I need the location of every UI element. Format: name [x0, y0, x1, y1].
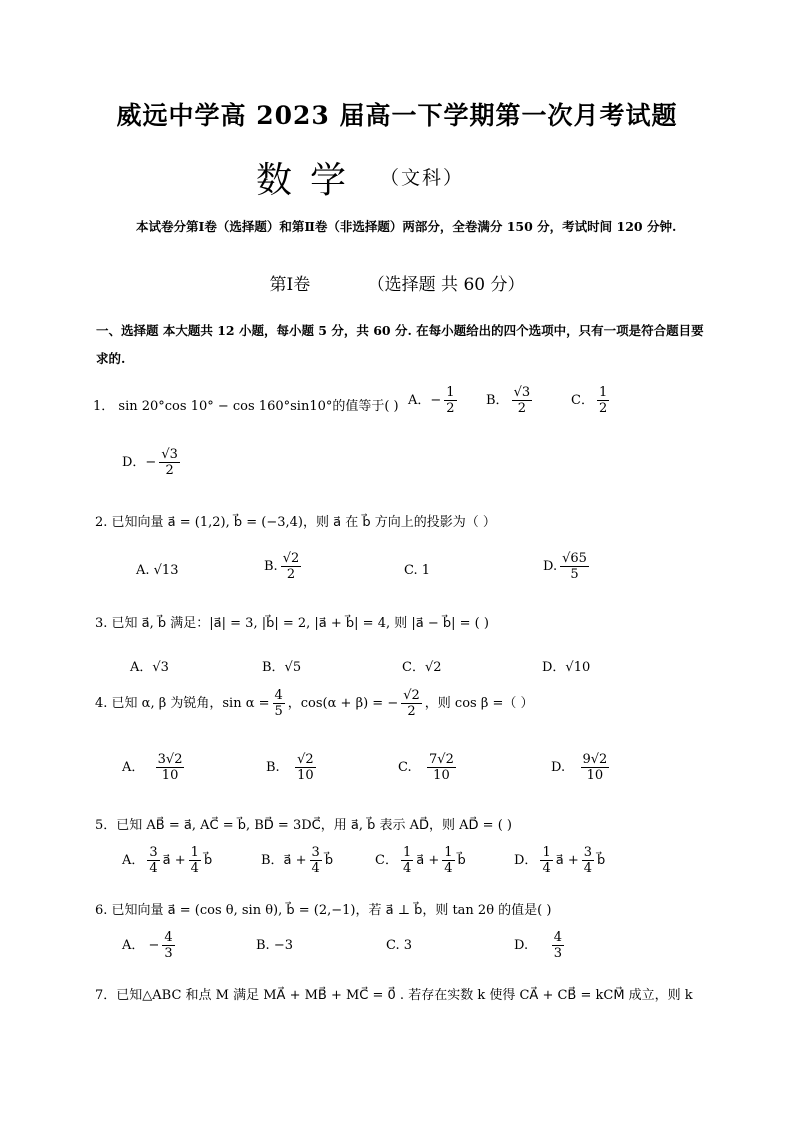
question-6-option-b: B. −3: [256, 938, 293, 953]
question-2-option-a: A. √13: [136, 563, 179, 578]
question-3-option-c: C．√2: [402, 660, 442, 675]
question-1-option-a: A．− $\frac{1}{2}$: [408, 385, 455, 416]
question-5-stem: 5．已知 AB⃗ = a⃗, AC⃗ = b⃗, BD⃗ = 3DC⃗，用 a⃗, b⃗ 表示 AD⃗，则 AD⃗ = ( ): [95, 818, 512, 833]
question-2-stem: 2. 已知向量 a⃗ = (1,2), b⃗ = (−3,4)，则 a⃗ 在 b⃗ 方向上的投影为（ ）: [95, 515, 496, 530]
subject-note: （文科）: [380, 167, 465, 189]
part-heading: [0, 270, 794, 295]
part-label: 第Ⅰ卷: [269, 275, 311, 295]
question-1-option-d: D．− $\frac{√3}{2}$: [122, 447, 178, 478]
question-6-option-c: C. 3: [386, 938, 413, 953]
question-2-option-c: C. 1: [404, 563, 431, 578]
question-2-option-b: B. $\frac{√2}{2}$: [264, 551, 300, 582]
question-1-stem: 1． sin 20°cos 10° − cos 160°sin10°的值等于( ): [93, 399, 399, 414]
exam-title: 威远中学高 2023 届高一下学期第一次月考试题: [116, 101, 678, 130]
question-3-option-d: D．√10: [542, 660, 591, 675]
question-5-option-d: D． $\frac{1}{4}$ a⃗ + $\frac{3}{4}$ b⃗: [514, 845, 606, 876]
question-3-stem: 3. 已知 a⃗, b⃗ 满足：|a⃗| = 3, |b⃗| = 2, |a⃗ + b⃗| = 4, 则 |a⃗ − b⃗| = ( ): [95, 616, 489, 631]
question-4-stem: 4. 已知 α, β 为锐角，sin α = $\frac{4}{5}$ ，cos(α + β) = − $\frac{√2}{2}$ ，则 cos β =（ ）: [95, 688, 534, 719]
question-6-stem: 6. 已知向量 a⃗ = (cos θ, sin θ), b⃗ = (2,−1)，若 a⃗ ⊥ b⃗，则 tan 2θ 的值是( ): [95, 903, 552, 918]
question-5-option-a: A． $\frac{3}{4}$ a⃗ + $\frac{1}{4}$ b⃗: [122, 845, 213, 876]
section-instructions: 一、选择题 本大题共 12 小题，每小题 5 分，共 60 分. 在每小题给出的四个选项中，只有一项是符合题目要求的.: [96, 323, 704, 366]
question-4-option-a: A． $\frac{3√2}{10}$: [122, 752, 183, 783]
question-3-option-b: B．√5: [262, 660, 302, 675]
question-1-option-c: C． $\frac{1}{2}$: [571, 385, 608, 416]
question-2-option-d: D. $\frac{√65}{5}$: [543, 551, 587, 582]
question-3-option-a: A．√3: [130, 660, 169, 675]
part-desc: （选择题 共 60 分）: [367, 275, 525, 295]
question-4-option-d: D. $\frac{9√2}{10}$: [551, 752, 608, 783]
question-4-option-b: B. $\frac{√2}{10}$: [266, 752, 314, 783]
question-6-option-a: A． − $\frac{4}{3}$: [122, 930, 173, 961]
question-5-option-c: C． $\frac{1}{4}$ a⃗ + $\frac{1}{4}$ b⃗: [375, 845, 466, 876]
question-6-option-d: D. $\frac{4}{3}$: [514, 930, 563, 961]
question-4-option-c: C. $\frac{7√2}{10}$: [398, 752, 454, 783]
question-1-option-b: B． $\frac{√3}{2}$: [486, 385, 531, 416]
question-7-stem: 7．已知△ABC 和点 M 满足 MA⃗ + MB⃗ + MC⃗ = 0⃗ . 若存在实数 k 使得 CA⃗ + CB⃗ = kCM⃗ 成立，则 k: [95, 988, 693, 1003]
exam-intro: 本试卷分第Ⅰ卷（选择题）和第Ⅱ卷（非选择题）两部分，全卷满分 150 分，考试时间 120 分钟.: [136, 219, 677, 234]
subject-title: 数学: [256, 160, 365, 201]
question-5-option-b: B．a⃗ + $\frac{3}{4}$ b⃗: [261, 845, 334, 876]
